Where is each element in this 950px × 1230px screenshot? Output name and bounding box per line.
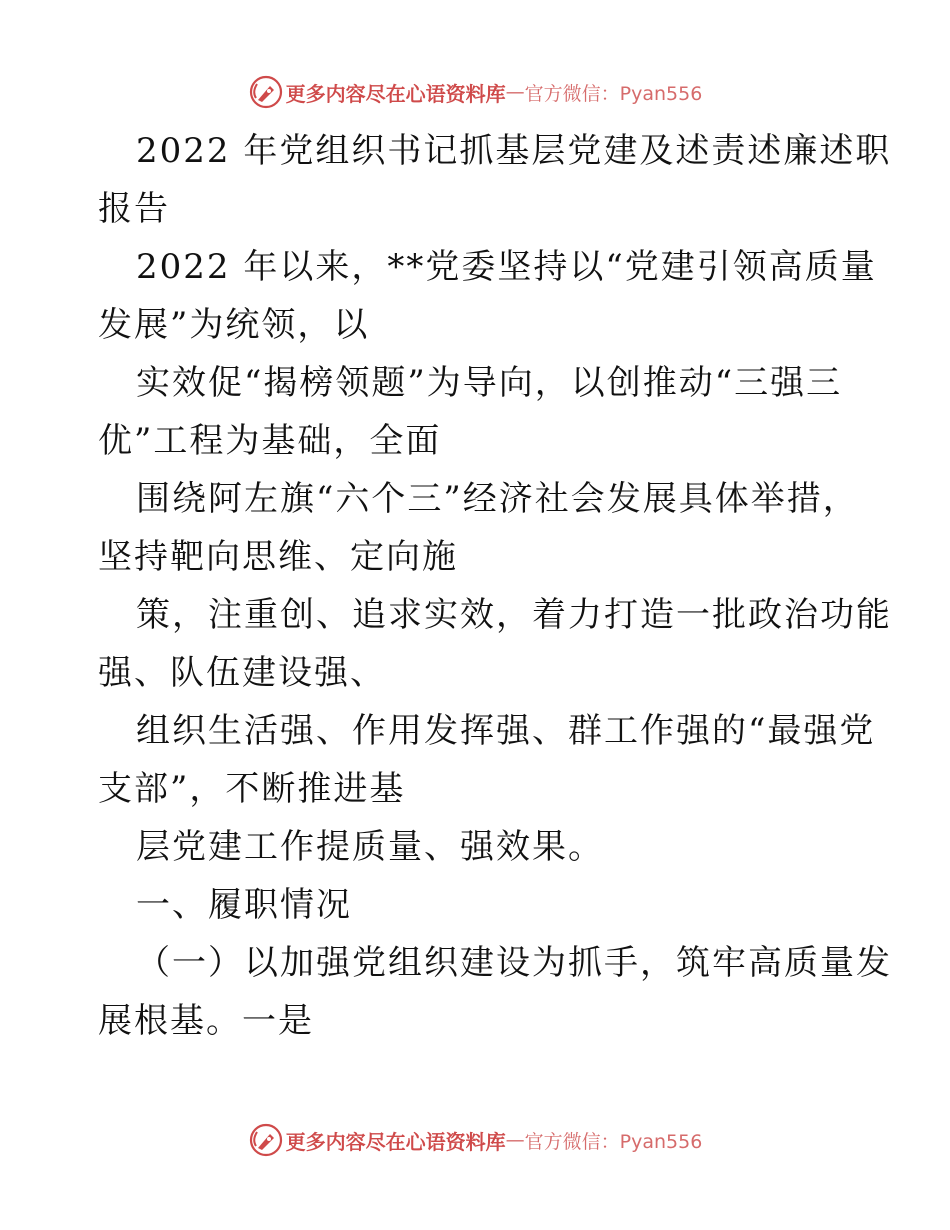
paragraph-line: 组织生活强、作用发挥强、群工作强的“最强党 (136, 711, 876, 751)
watermark-wechat: 官方微信：Pyan556 (524, 82, 703, 105)
paragraph-line: 支部”，不断推进基 (98, 769, 406, 809)
title-line-1: 2022 年党组织书记抓基层党建及述责述廉述职 (136, 131, 892, 171)
header-watermark (0, 72, 950, 112)
paragraph-line: 强、队伍建设强、 (98, 653, 386, 693)
watermark-separator: — (505, 81, 525, 103)
watermark-separator: — (505, 1129, 525, 1151)
paragraph-line: 发展”为统领，以 (98, 305, 370, 345)
pen-nib-circle-icon (248, 74, 284, 110)
paragraph-line: 坚持靶向思维、定向施 (98, 537, 458, 577)
footer-watermark (0, 1120, 950, 1160)
watermark-text: 更多内容尽在心语资料库 (285, 1129, 506, 1154)
paragraph-line: 围绕阿左旗“六个三”经济社会发展具体举措， (136, 479, 859, 519)
paragraph-line: 2022 年以来，**党委坚持以“党建引领高质量 (136, 247, 877, 287)
subsection-heading: （一）以加强党组织建设为抓手，筑牢高质量发 (136, 943, 892, 983)
watermark-wechat: 官方微信：Pyan556 (524, 1130, 703, 1153)
pen-nib-circle-icon (248, 1122, 284, 1158)
paragraph-line: 优”工程为基础，全面 (98, 421, 442, 461)
section-heading: 一、履职情况 (136, 885, 352, 925)
document-body (98, 122, 892, 1050)
watermark-text: 更多内容尽在心语资料库 (285, 81, 506, 106)
paragraph-line: 展根基。一是 (98, 1001, 314, 1041)
paragraph-line: 层党建工作提质量、强效果。 (136, 827, 604, 867)
paragraph-line: 策，注重创、追求实效，着力打造一批政治功能 (136, 595, 892, 635)
title-line-2: 报告 (98, 189, 170, 229)
paragraph-line: 实效促“揭榜领题”为导向，以创推动“三强三 (136, 363, 843, 403)
